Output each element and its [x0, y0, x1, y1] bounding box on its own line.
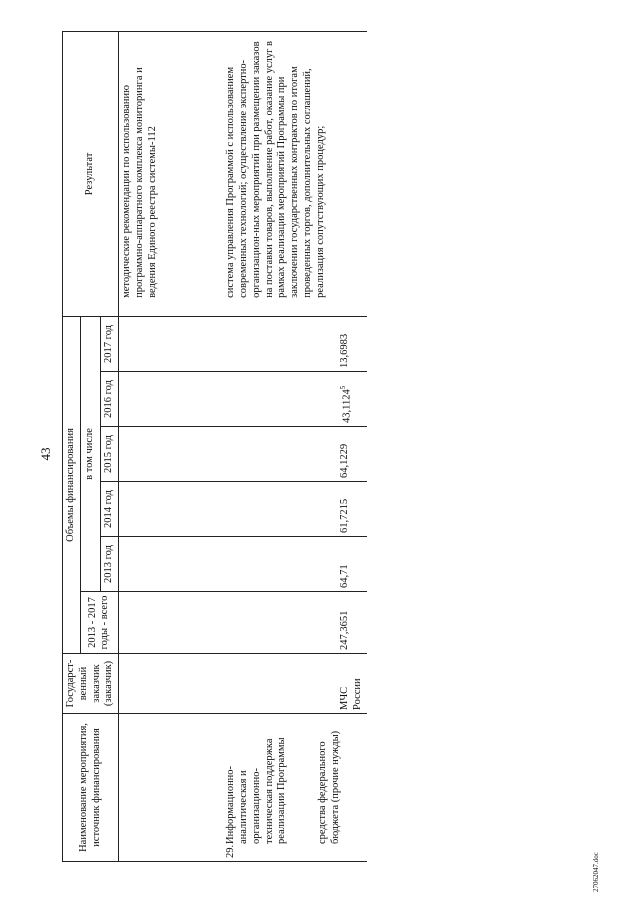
row29-2013-cell	[223, 537, 367, 592]
footer-document-id: 27062047.doc	[592, 852, 600, 892]
header-funding-group: Объемы финансирования	[63, 316, 81, 653]
table-row-29	[223, 31, 367, 861]
header-year-2017: 2017 год	[101, 316, 119, 371]
row29-total-cell	[223, 592, 367, 654]
row29-source: средства федерального бюджета (прочие нужды)	[317, 730, 341, 844]
rotated-table-sheet	[62, 32, 602, 862]
table-row-previous	[119, 31, 224, 861]
row29-2014-cell	[223, 482, 367, 537]
header-year-2013: 2013 год	[101, 537, 119, 592]
header-year-2016: 2016 год	[101, 372, 119, 427]
row29-name: Информационно-аналитическая и организационно-техническая поддержка реализации Программы	[225, 737, 288, 844]
row29-number: 29.	[225, 844, 237, 858]
row29-customer: МЧС России	[339, 678, 363, 710]
row29-total: 247,3651	[339, 610, 351, 650]
row29-2014: 61,7215	[339, 498, 351, 533]
row29-2015-cell	[223, 427, 367, 482]
row29-2016: 43,1124	[341, 389, 353, 423]
row29-2016-cell	[223, 372, 367, 427]
funding-table	[62, 31, 367, 862]
row29-name-cell	[223, 714, 367, 862]
header-name: Наименование мероприятия, источник финансирования	[63, 714, 119, 862]
header-year-2015: 2015 год	[101, 427, 119, 482]
row29-2013: 64,71	[339, 564, 351, 588]
row29-2017: 13,6983	[339, 333, 351, 368]
header-total-period: 2013 - 2017 годы - всего	[80, 592, 118, 654]
row29-result: система управления Программой с использованием современных технологий; осуществление экспертно-организацион-ных мероприятий при размещении заказов на поставки товаров, выполнение работ, оказание услуг в рамках реализации мероприятий Программы при заключении государственных контрактов по итогам проведенных торгов, дополнительных соглашений, реализация сопутствующих процедур;	[223, 31, 367, 316]
header-customer: Государст-венный заказчик (заказчик)	[63, 654, 119, 714]
header-year-2014: 2014 год	[101, 482, 119, 537]
row29-2015: 64,1229	[339, 443, 351, 478]
previous-row-result: методические рекомендации по использованию программно-аппаратного комплекса мониторинга и ведения Единого реестра системы-112	[119, 31, 224, 316]
header-result: Результат	[63, 31, 119, 316]
page-number: 43	[38, 447, 53, 461]
row29-2016-footnote: 5	[339, 385, 348, 390]
row29-customer-cell	[223, 654, 367, 714]
row29-2017-cell	[223, 316, 367, 371]
header-including: в том числе	[80, 316, 101, 591]
